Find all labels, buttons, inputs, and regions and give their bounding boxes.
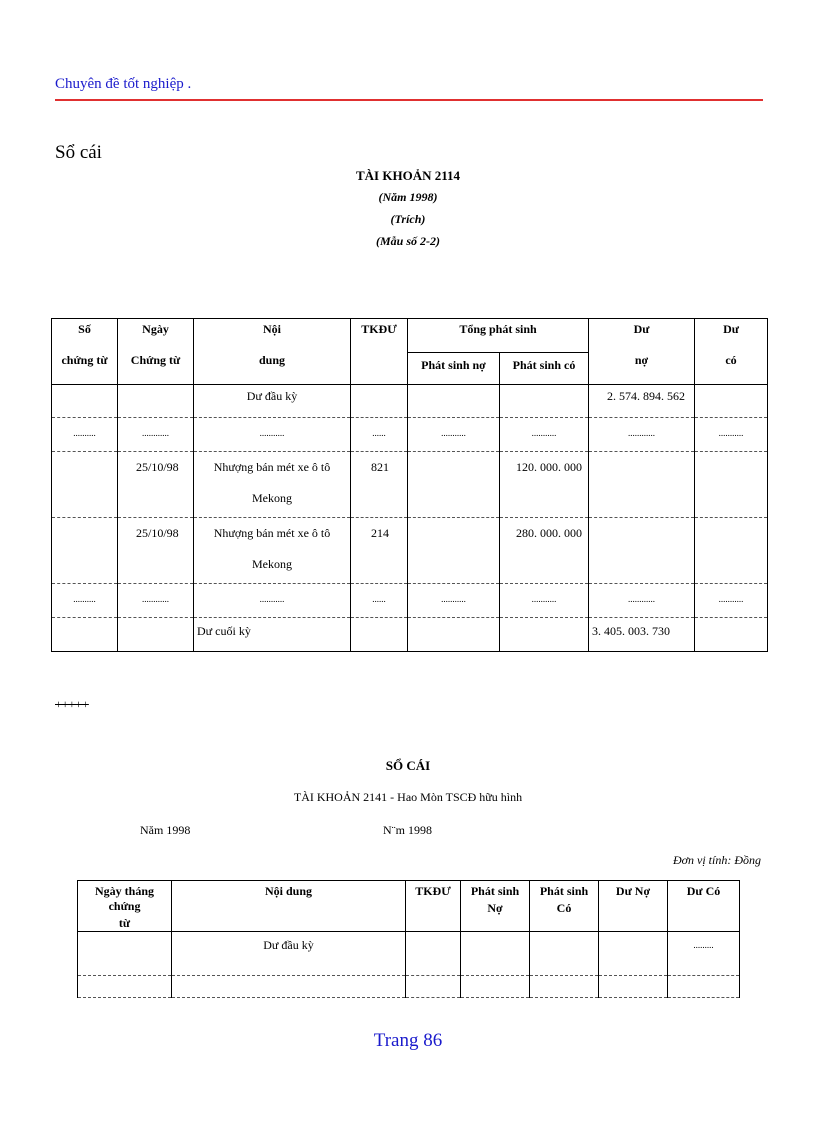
- page-number: Trang 86: [373, 1030, 443, 1051]
- col-header-credit-transactions: Phát sinh có: [512, 358, 576, 372]
- ledger-table-2114: [51, 318, 768, 652]
- col-header-credit-transactions: Phát sinh Có: [530, 881, 599, 932]
- ledger-label: Sổ cái: [55, 142, 102, 163]
- ledger-excerpt-note: (Trích): [390, 212, 426, 226]
- col-header-debit-balance: Dư nợ: [633, 322, 650, 367]
- col-header-voucher-number: Số chứng từ: [61, 322, 108, 367]
- ledger-form-number: (Mẫu số 2-2): [375, 234, 440, 248]
- col-header-description: Nội dung: [172, 881, 406, 932]
- table-row: [78, 976, 740, 998]
- col-header-debit-transactions: Phát sinh Nợ: [461, 881, 530, 932]
- header-divider: [55, 99, 763, 101]
- table-row: Dư đầu kỳ .........: [78, 932, 740, 976]
- ledger2-account-title: TÀI KHOẢN 2141 - Hao Mòn TSCĐ hữu hình: [293, 790, 523, 804]
- ledger-table-2141: [77, 880, 740, 998]
- col-header-voucher-date: Ngày Chứng từ: [130, 322, 181, 367]
- col-header-credit-balance: Dư Có: [668, 881, 740, 932]
- col-header-date: Ngày tháng chứng từ: [78, 881, 172, 932]
- ledger2-title: SỔ CÁI: [385, 758, 431, 773]
- col-header-debit-transactions: Phát sinh nợ: [421, 358, 486, 372]
- col-header-contra-account: TKĐƯ: [361, 322, 397, 336]
- ledger2-currency-unit: Đơn vị tính: Đồng: [672, 853, 761, 867]
- ledger-year: (Năm 1998): [378, 190, 438, 204]
- table-row: 25/10/98 Nhượng bán mét xe ô tô Mekong 214 280. 000. 000: [52, 518, 768, 584]
- table-row: 25/10/98 Nhượng bán mét xe ô tô Mekong 821 120. 000. 000: [52, 452, 768, 518]
- table-row: Dư cuối kỳ 3. 405. 003. 730: [52, 618, 768, 652]
- col-header-debit-balance: Dư Nợ: [599, 881, 668, 932]
- ledger2-year-left: Năm 1998: [140, 823, 191, 837]
- col-header-description: Nội dung: [258, 322, 286, 367]
- separator-marks: +++++: [55, 697, 89, 711]
- document-header-title: Chuyên đề tốt nghiệp .: [55, 76, 192, 92]
- table-row: .......... ............ ........... ...... ........... ........... ............ ...........: [52, 584, 768, 618]
- col-header-credit-balance: Dư có: [723, 322, 739, 367]
- col-header-total-transactions: Tổng phát sinh: [459, 322, 537, 336]
- table-row: Dư đầu kỳ 2. 574. 894. 562: [52, 385, 768, 418]
- ledger2-year-right: N¨m 1998: [383, 823, 432, 837]
- col-header-contra-account: TKĐƯ: [406, 881, 461, 932]
- table-row: .......... ............ ........... ...... ........... ........... ............ ...........: [52, 418, 768, 452]
- ledger-account-title: TÀI KHOẢN 2114: [355, 168, 460, 183]
